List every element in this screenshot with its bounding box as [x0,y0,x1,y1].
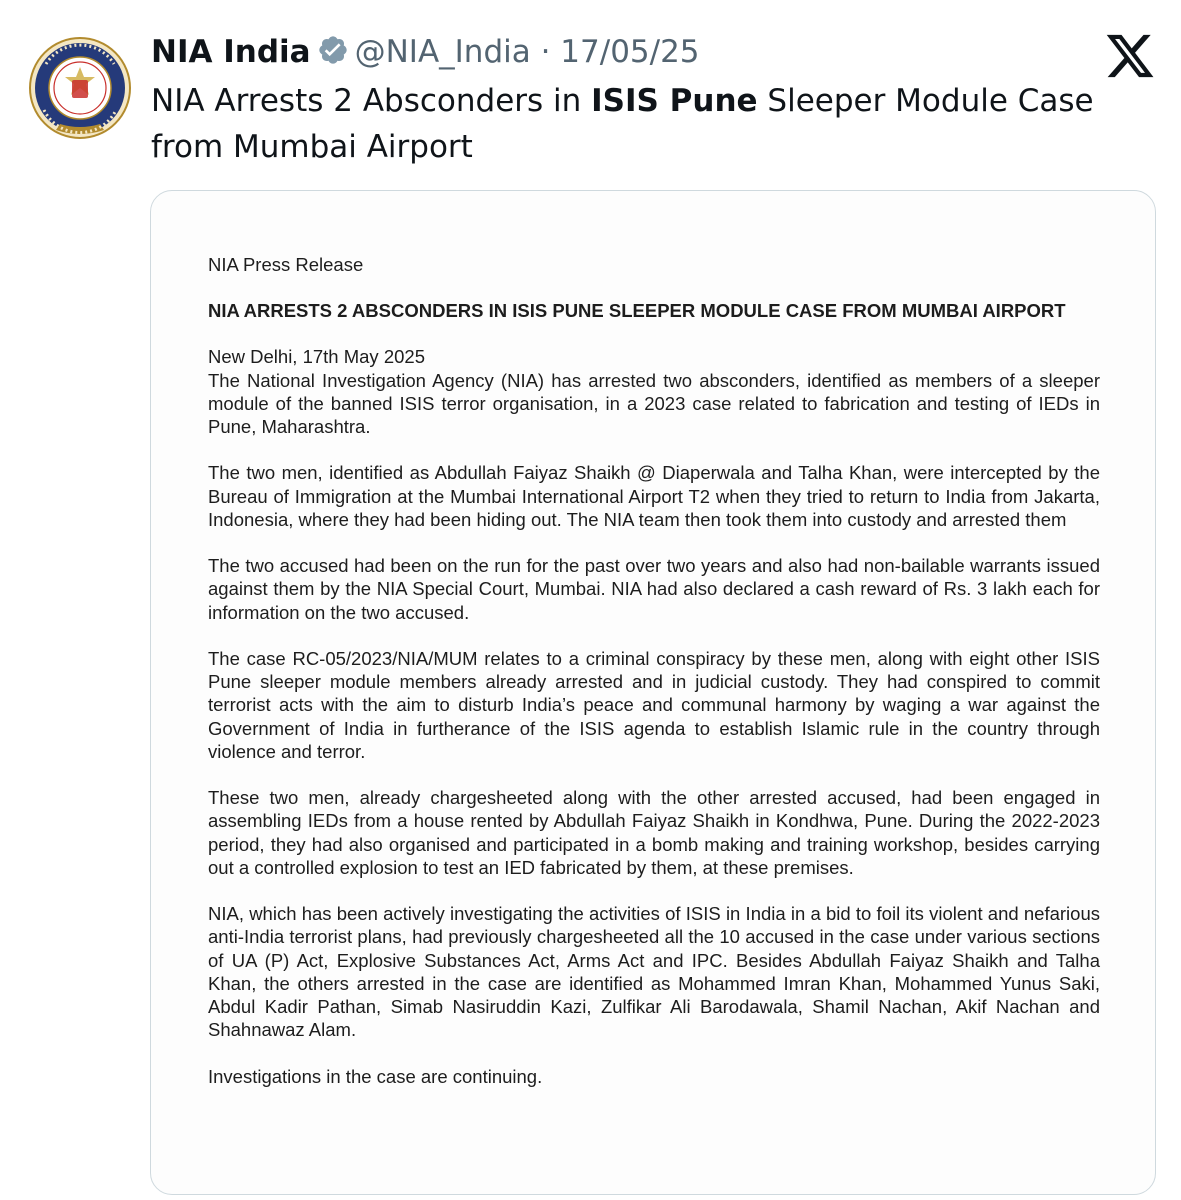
press-release-paragraph: These two men, already chargesheeted along with the other arrested accused, had been engaged in assembling IEDs from a house rented by Abdullah Faiyaz Shaikh in Kondhwa, Pune. During the 2022-2023 period, they had also organised and participated in a bomb making and training workshop, besides carrying out a controlled explosion to test an IED fabricated by them, at these premises. [208,787,1100,878]
display-name[interactable]: NIA India [151,34,311,70]
press-release-paragraph: The two accused had been on the run for the past over two years and also had non-bailable warrants issued against them by the NIA Special Court, Mumbai. NIA had also declared a cash reward of Rs. 3 lakh each for information on the two accused. [208,555,1100,623]
headline-hashtag[interactable]: ISIS Pune [591,83,758,119]
attached-image[interactable] [150,190,1156,1195]
tweet-text [151,78,1151,170]
verified-badge-icon [317,34,349,66]
press-release-paragraph: The two men, identified as Abdullah Faiyaz Shaikh @ Diaperwala and Talha Khan, were intercepted by the Bureau of Immigration at the Mumbai International Airport T2 when they tried to return to India from Jakarta, Indonesia, where they had been hiding out. The NIA team then took them into custody and arrested them [208,462,1100,530]
press-release-paragraph: The case RC-05/2023/NIA/MUM relates to a criminal conspiracy by these men, along with eight other ISIS Pune sleeper module members already arrested and in judicial custody. They had conspired to commit terrorist acts with the aim to disturb India’s peace and communal harmony by waging a war against the Government of India in furtherance of the ISIS agenda to establish Islamic rule in the country through violence and terror. [208,648,1100,762]
press-release-title: NIA ARRESTS 2 ABSCONDERS IN ISIS PUNE SLEEPER MODULE CASE FROM MUMBAI AIRPORT [208,300,1066,322]
press-release-paragraph: NIA, which has been actively investigating the activities of ISIS in India in a bid to foil its violent and nefarious anti-India terrorist plans, had previously chargesheeted all the 10 accused in the case under various sections of UA (P) Act, Explosive Substances Act, Arms Act and IPC. Besides Abdullah Faiyaz Shaikh and Talha Khan, the others arrested in the case are identified as Mohammed Imran Khan, Mohammed Yunus Saki, Abdul Kadir Pathan, Simab Nasiruddin Kazi, Zulfikar Ali Barodawala, Shamil Nachan, Akif Nachan and Shahnawaz Alam. [208,903,1100,1041]
press-release-dateline: New Delhi, 17th May 2025 [208,346,425,368]
nia-emblem-icon[interactable] [26,34,134,142]
press-release-label: NIA Press Release [208,254,364,275]
press-release-document [208,253,1100,1088]
tweet-header [151,30,700,74]
headline-text-1: NIA Arrests 2 Absconders in [151,83,592,119]
separator-dot: · [530,34,561,70]
x-logo-icon[interactable] [1104,30,1156,82]
headline-text-2: Sleeper Module Case from Mumbai Airport [151,83,1094,165]
user-handle[interactable]: @NIA_India [354,34,531,70]
post-date[interactable]: 17/05/25 [560,34,700,70]
press-release-paragraph: The National Investigation Agency (NIA) has arrested two absconders, identified as members of a sleeper module of the banned ISIS terror organisation, in a 2023 case related to fabrication and testing of IEDs in Pune, Maharashtra. [208,369,1100,438]
press-release-paragraph: Investigations in the case are continuing. [208,1065,543,1087]
